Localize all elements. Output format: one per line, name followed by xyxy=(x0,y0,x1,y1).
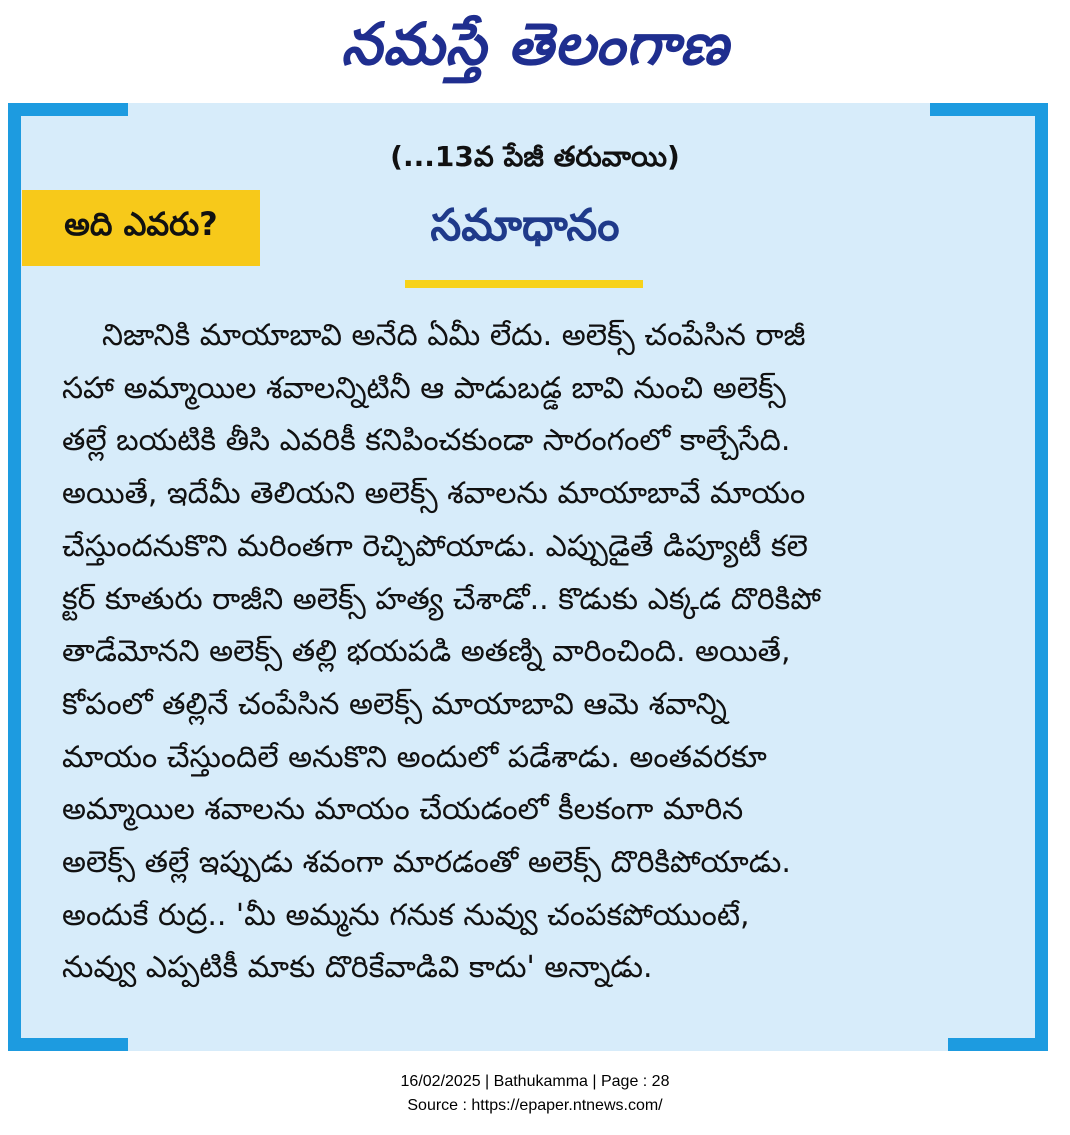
body-line: క్టర్ కూతురు రాజీని అలెక్స్ హత్య చేశాడో.. కొడుకు ఎక్కడ దొరికిపో xyxy=(62,581,821,617)
body-line: చేస్తుందనుకొని మరింతగా రెచ్చిపోయాడు. ఎప్పుడైతే డిప్యూటీ కలె xyxy=(62,528,808,564)
footer-source: Source : https://epaper.ntnews.com/ xyxy=(407,1097,663,1114)
body-line: తల్లే బయటికి తీసి ఎవరికీ కనిపించకుండా సారంగంలో కాల్చేసేది. xyxy=(62,423,791,459)
body-line: మాయం చేస్తుందిలే అనుకొని అందులో పడేశాడు. అంతవరకూ xyxy=(62,739,767,775)
body-line: సహా అమ్మాయిల శవాలన్నిటినీ ఆ పాడుబడ్డ బావి నుంచి అలెక్స్ xyxy=(62,370,786,406)
body-line: అమ్మాయిల శవాలను మాయం చేయడంలో కీలకంగా మారిన xyxy=(62,792,744,828)
body-line: కోపంలో తల్లినే చంపేసిన అలెక్స్ మాయాబావి ఆమె శవాన్ని xyxy=(62,686,727,722)
body-line: తాడేమోనని అలెక్స్ తల్లి భయపడి అతణ్ని వారించింది. అయితే, xyxy=(62,634,791,670)
body-line: నిజానికి మాయాబావి అనేది ఏమీ లేదు. అలెక్స్ చంపేసిన రాజీ xyxy=(102,318,806,353)
article-heading: సమాధానం xyxy=(430,200,620,251)
continued-from-label: (...13వ పేజీ తరువాయి) xyxy=(390,140,680,173)
section-tag-label: అది ఎవరు? xyxy=(64,205,218,243)
footer-info: 16/02/2025 | Bathukamma | Page : 28 xyxy=(400,1073,670,1090)
body-line: అయితే, ఇదేమీ తెలియని అలెక్స్ శవాలను మాయాబావే మాయం xyxy=(62,476,806,512)
frame-right-border xyxy=(1035,103,1048,1051)
body-line: నువ్వు ఎప్పటికీ మాకు దొరికేవాడివి కాదు' అన్నాడు. xyxy=(62,950,653,986)
masthead-logo: నమస్తే తెలంగాణ xyxy=(341,10,729,78)
body-line: అందుకే రుద్ర.. 'మీ అమ్మను గనుక నువ్వు చంపకపోయుంటే, xyxy=(62,897,750,933)
frame-corner-bottom-right xyxy=(948,1038,1048,1051)
frame-corner-bottom-left xyxy=(8,1038,128,1051)
section-tag xyxy=(22,190,260,266)
article-body xyxy=(62,310,958,995)
body-line: అలెక్స్ తల్లే ఇప్పుడు శవంగా మారడంతో అలెక్స్ దొరికిపోయాడు. xyxy=(62,845,791,881)
frame-left-border xyxy=(8,103,21,1051)
frame-corner-top-left xyxy=(8,103,128,116)
heading-underline xyxy=(405,280,643,288)
frame-corner-top-right xyxy=(930,103,1048,116)
page-footer xyxy=(0,1070,1070,1118)
